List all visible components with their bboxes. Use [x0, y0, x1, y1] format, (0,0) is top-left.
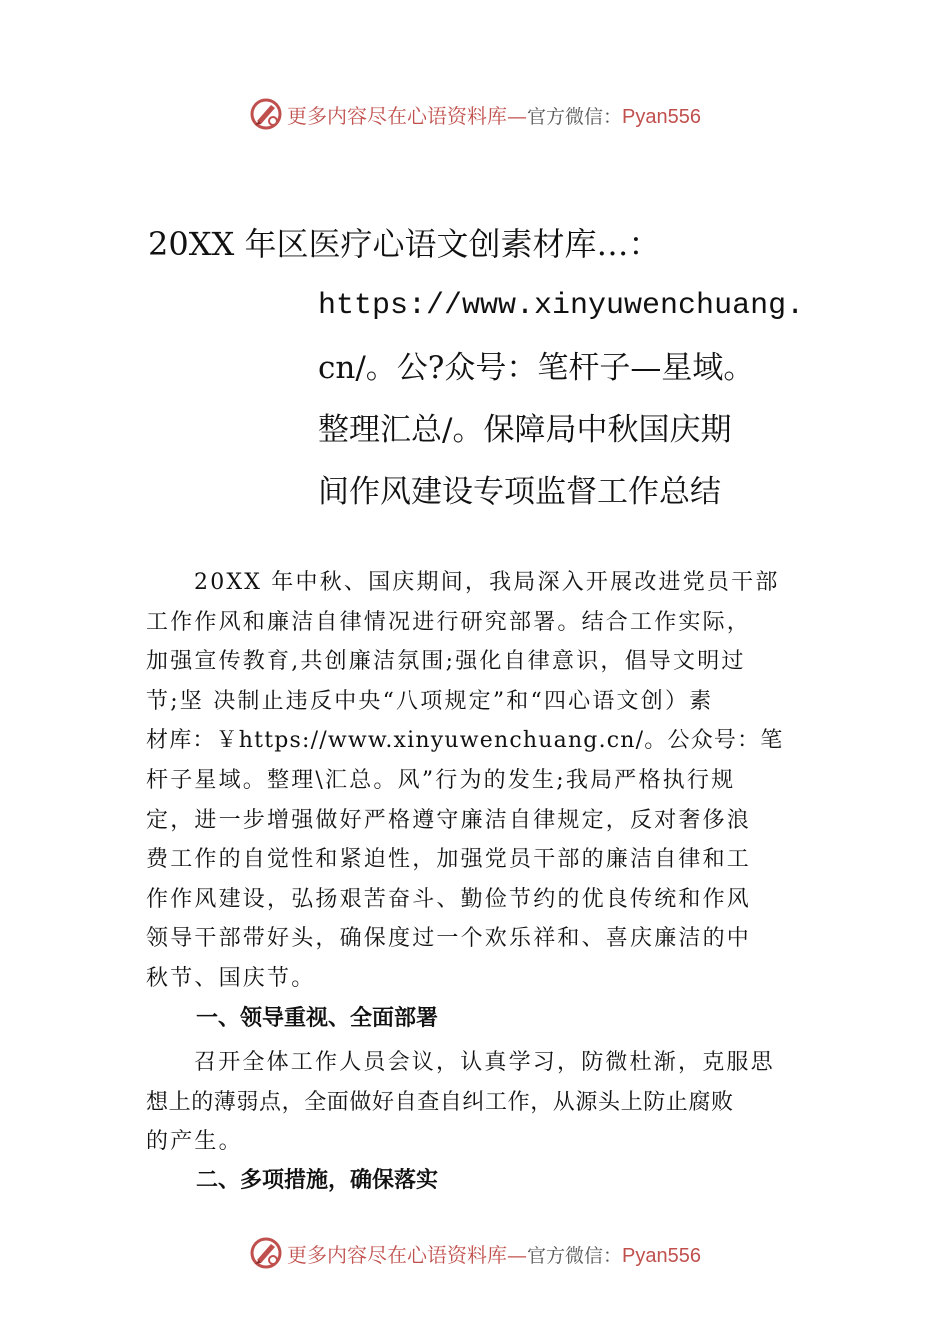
document-title-line-1: 20XX 年区医疗心语文创素材库…： [148, 225, 661, 263]
banner-wechat-id: Pyan556 [622, 105, 701, 128]
banner-dash: — [507, 1242, 527, 1267]
banner-main-text: 更多内容尽在心语资料库 [287, 103, 507, 128]
paragraph-line: 的产生。 [146, 1129, 243, 1154]
document-title-line-5: 间作风建设专项监督工作总结 [318, 474, 721, 510]
pen-logo-icon [249, 97, 283, 131]
banner-wechat-label: 官方微信： [527, 105, 623, 128]
paragraph-line: 费工作的自觉性和紧迫性，加强党员干部的廉洁自律和工 [146, 847, 752, 873]
footer-watermark-banner [0, 1233, 950, 1273]
paragraph-line: 定，进一步增强做好严格遵守廉洁自律规定，反对奢侈浪 [146, 807, 752, 833]
banner-main-text: 更多内容尽在心语资料库 [287, 1242, 507, 1267]
banner-dash: — [507, 103, 527, 128]
paragraph-line: 杆子星域。整理\汇总。风”行为的发生;我局严格执行规 [146, 767, 736, 793]
paragraph-line: 工作作风和廉洁自律情况进行研究部署。结合工作实际， [146, 609, 752, 635]
paragraph-line: 秋节、国庆节。 [146, 965, 316, 991]
banner-wechat-label: 官方微信： [527, 1244, 623, 1267]
intro-paragraph [146, 563, 806, 999]
banner-text [287, 1239, 701, 1268]
paragraph-line: 召开全体工作人员会议，认真学习，防微杜渐，克服思 [194, 1050, 775, 1075]
paragraph-line: 作作风建设，弘扬艰苦奋斗、勤俭节约的优良传统和作风 [146, 886, 752, 912]
header-watermark-banner [0, 94, 950, 134]
banner-text [287, 100, 701, 129]
section-heading-1: 一、领导重视、全面部署 [196, 1006, 439, 1031]
document-title-line-2: https://www.xinyuwenchuang. [318, 289, 805, 323]
section-heading-2: 二、多项措施，确保落实 [196, 1168, 439, 1193]
section-1-paragraph [146, 1043, 806, 1162]
paragraph-line: 想上的薄弱点，全面做好自查自纠工作，从源头上防止腐败 [146, 1089, 734, 1115]
document-title-line-3: cn/。公?众号：笔杆子—星域。 [318, 350, 755, 386]
paragraph-line: 节;坚 决制止违反中央“八项规定”和“四心语文创）素 [146, 688, 714, 714]
document-title-continuation [318, 284, 805, 532]
banner-wechat-id: Pyan556 [622, 1244, 701, 1267]
paragraph-line: 领导干部带好头，确保度过一个欢乐祥和、喜庆廉洁的中 [146, 926, 752, 952]
pen-logo-icon [249, 1236, 283, 1270]
paragraph-line: 加强宣传教育,共创廉洁氛围;强化自律意识，倡导文明过 [146, 649, 746, 675]
document-title-line-4: 整理汇总/。保障局中秋国庆期 [318, 412, 732, 448]
paragraph-line: 材库：￥https://www.xinyuwenchuang.cn/。公众号：笔 [146, 728, 784, 754]
paragraph-line: 20XX 年中秋、国庆期间，我局深入开展改进党员干部 [194, 570, 780, 595]
